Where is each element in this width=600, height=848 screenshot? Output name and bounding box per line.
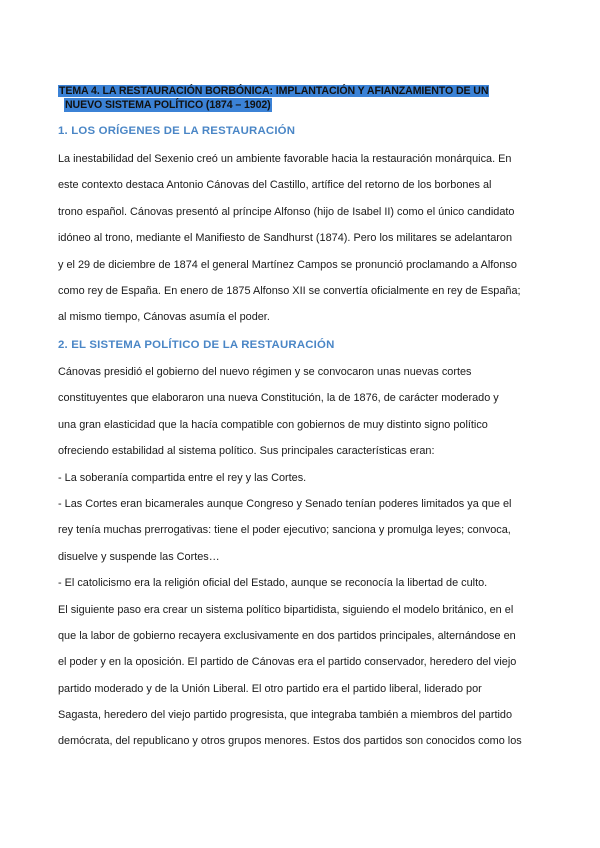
paragraph-line: idóneo al trono, mediante el Manifiesto de Sandhurst (1874). Pero los militares se adelantaron bbox=[58, 232, 513, 245]
paragraph-line: demócrata, del republicano y otros grupos menores. Estos dos partidos son conocidos como los bbox=[58, 735, 522, 748]
paragraph-line: el poder y en la oposición. El partido de Cánovas era el partido conservador, heredero del viejo bbox=[58, 656, 517, 669]
section-1-body bbox=[58, 146, 538, 331]
paragraph-line: constituyentes que elaboraron una nueva Constitución, la de 1876, de carácter moderado y bbox=[58, 392, 499, 405]
list-item: - Las Cortes eran bicamerales aunque Congreso y Senado tenían poderes limitados ya que el bbox=[58, 497, 512, 510]
paragraph-line: disuelve y suspende las Cortes… bbox=[58, 550, 220, 563]
paragraph-line: Sagasta, heredero del viejo partido progresista, que integraba también a miembros del partido bbox=[58, 709, 513, 722]
paragraph-line: La inestabilidad del Sexenio creó un ambiente favorable hacia la restauración monárquica. En bbox=[58, 153, 512, 165]
title-line-1: TEMA 4. LA RESTAURACIÓN BORBÓNICA: IMPLANTACIÓN Y AFIANZAMIENTO DE UN bbox=[59, 85, 489, 97]
paragraph-line: una gran elasticidad que la hacía compatible con gobiernos de muy distinto signo político bbox=[58, 418, 488, 431]
paragraph-line: que la labor de gobierno recayera exclusivamente en dos partidos principales, alternándose en bbox=[58, 629, 516, 642]
paragraph-line: como rey de España. En enero de 1875 Alfonso XII se convertía oficialmente en rey de España; bbox=[58, 284, 521, 297]
paragraph-line: rey tenía muchas prerrogativas: tiene el poder ejecutivo; sanciona y promulga leyes; convoca, bbox=[58, 524, 511, 537]
paragraph-line: Cánovas presidió el gobierno del nuevo régimen y se convocaron unas nuevas cortes bbox=[58, 366, 472, 378]
list-item: - El catolicismo era la religión oficial del Estado, aunque se reconocía la libertad de culto. bbox=[58, 577, 488, 590]
paragraph-line: este contexto destaca Antonio Cánovas del Castillo, artífice del retorno de los borbones al bbox=[58, 179, 492, 192]
paragraph-line: partido moderado y de la Unión Liberal. El otro partido era el partido liberal, liderado por bbox=[58, 682, 482, 695]
paragraph-line: al mismo tiempo, Cánovas asumía el poder. bbox=[58, 311, 270, 324]
section-2-heading: 2. EL SISTEMA POLÍTICO DE LA RESTAURACIÓN bbox=[58, 339, 335, 351]
paragraph-line: y el 29 de diciembre de 1874 el general Martínez Campos se pronunció proclamando a Alfonso bbox=[58, 258, 517, 271]
document-title bbox=[58, 84, 520, 112]
section-2-body bbox=[58, 359, 538, 755]
paragraph-line: trono español. Cánovas presentó al príncipe Alfonso (hijo de Isabel II) como el único candidato bbox=[58, 205, 515, 218]
list-item: - La soberanía compartida entre el rey y las Cortes. bbox=[58, 471, 307, 484]
section-1-heading: 1. LOS ORÍGENES DE LA RESTAURACIÓN bbox=[58, 125, 296, 137]
title-line-2: NUEVO SISTEMA POLÍTICO (1874 – 1902) bbox=[65, 99, 271, 111]
paragraph-line: El siguiente paso era crear un sistema político bipartidista, siguiendo el modelo británico, en el bbox=[58, 603, 514, 616]
paragraph-line: ofreciendo estabilidad al sistema político. Sus principales características eran: bbox=[58, 445, 435, 458]
